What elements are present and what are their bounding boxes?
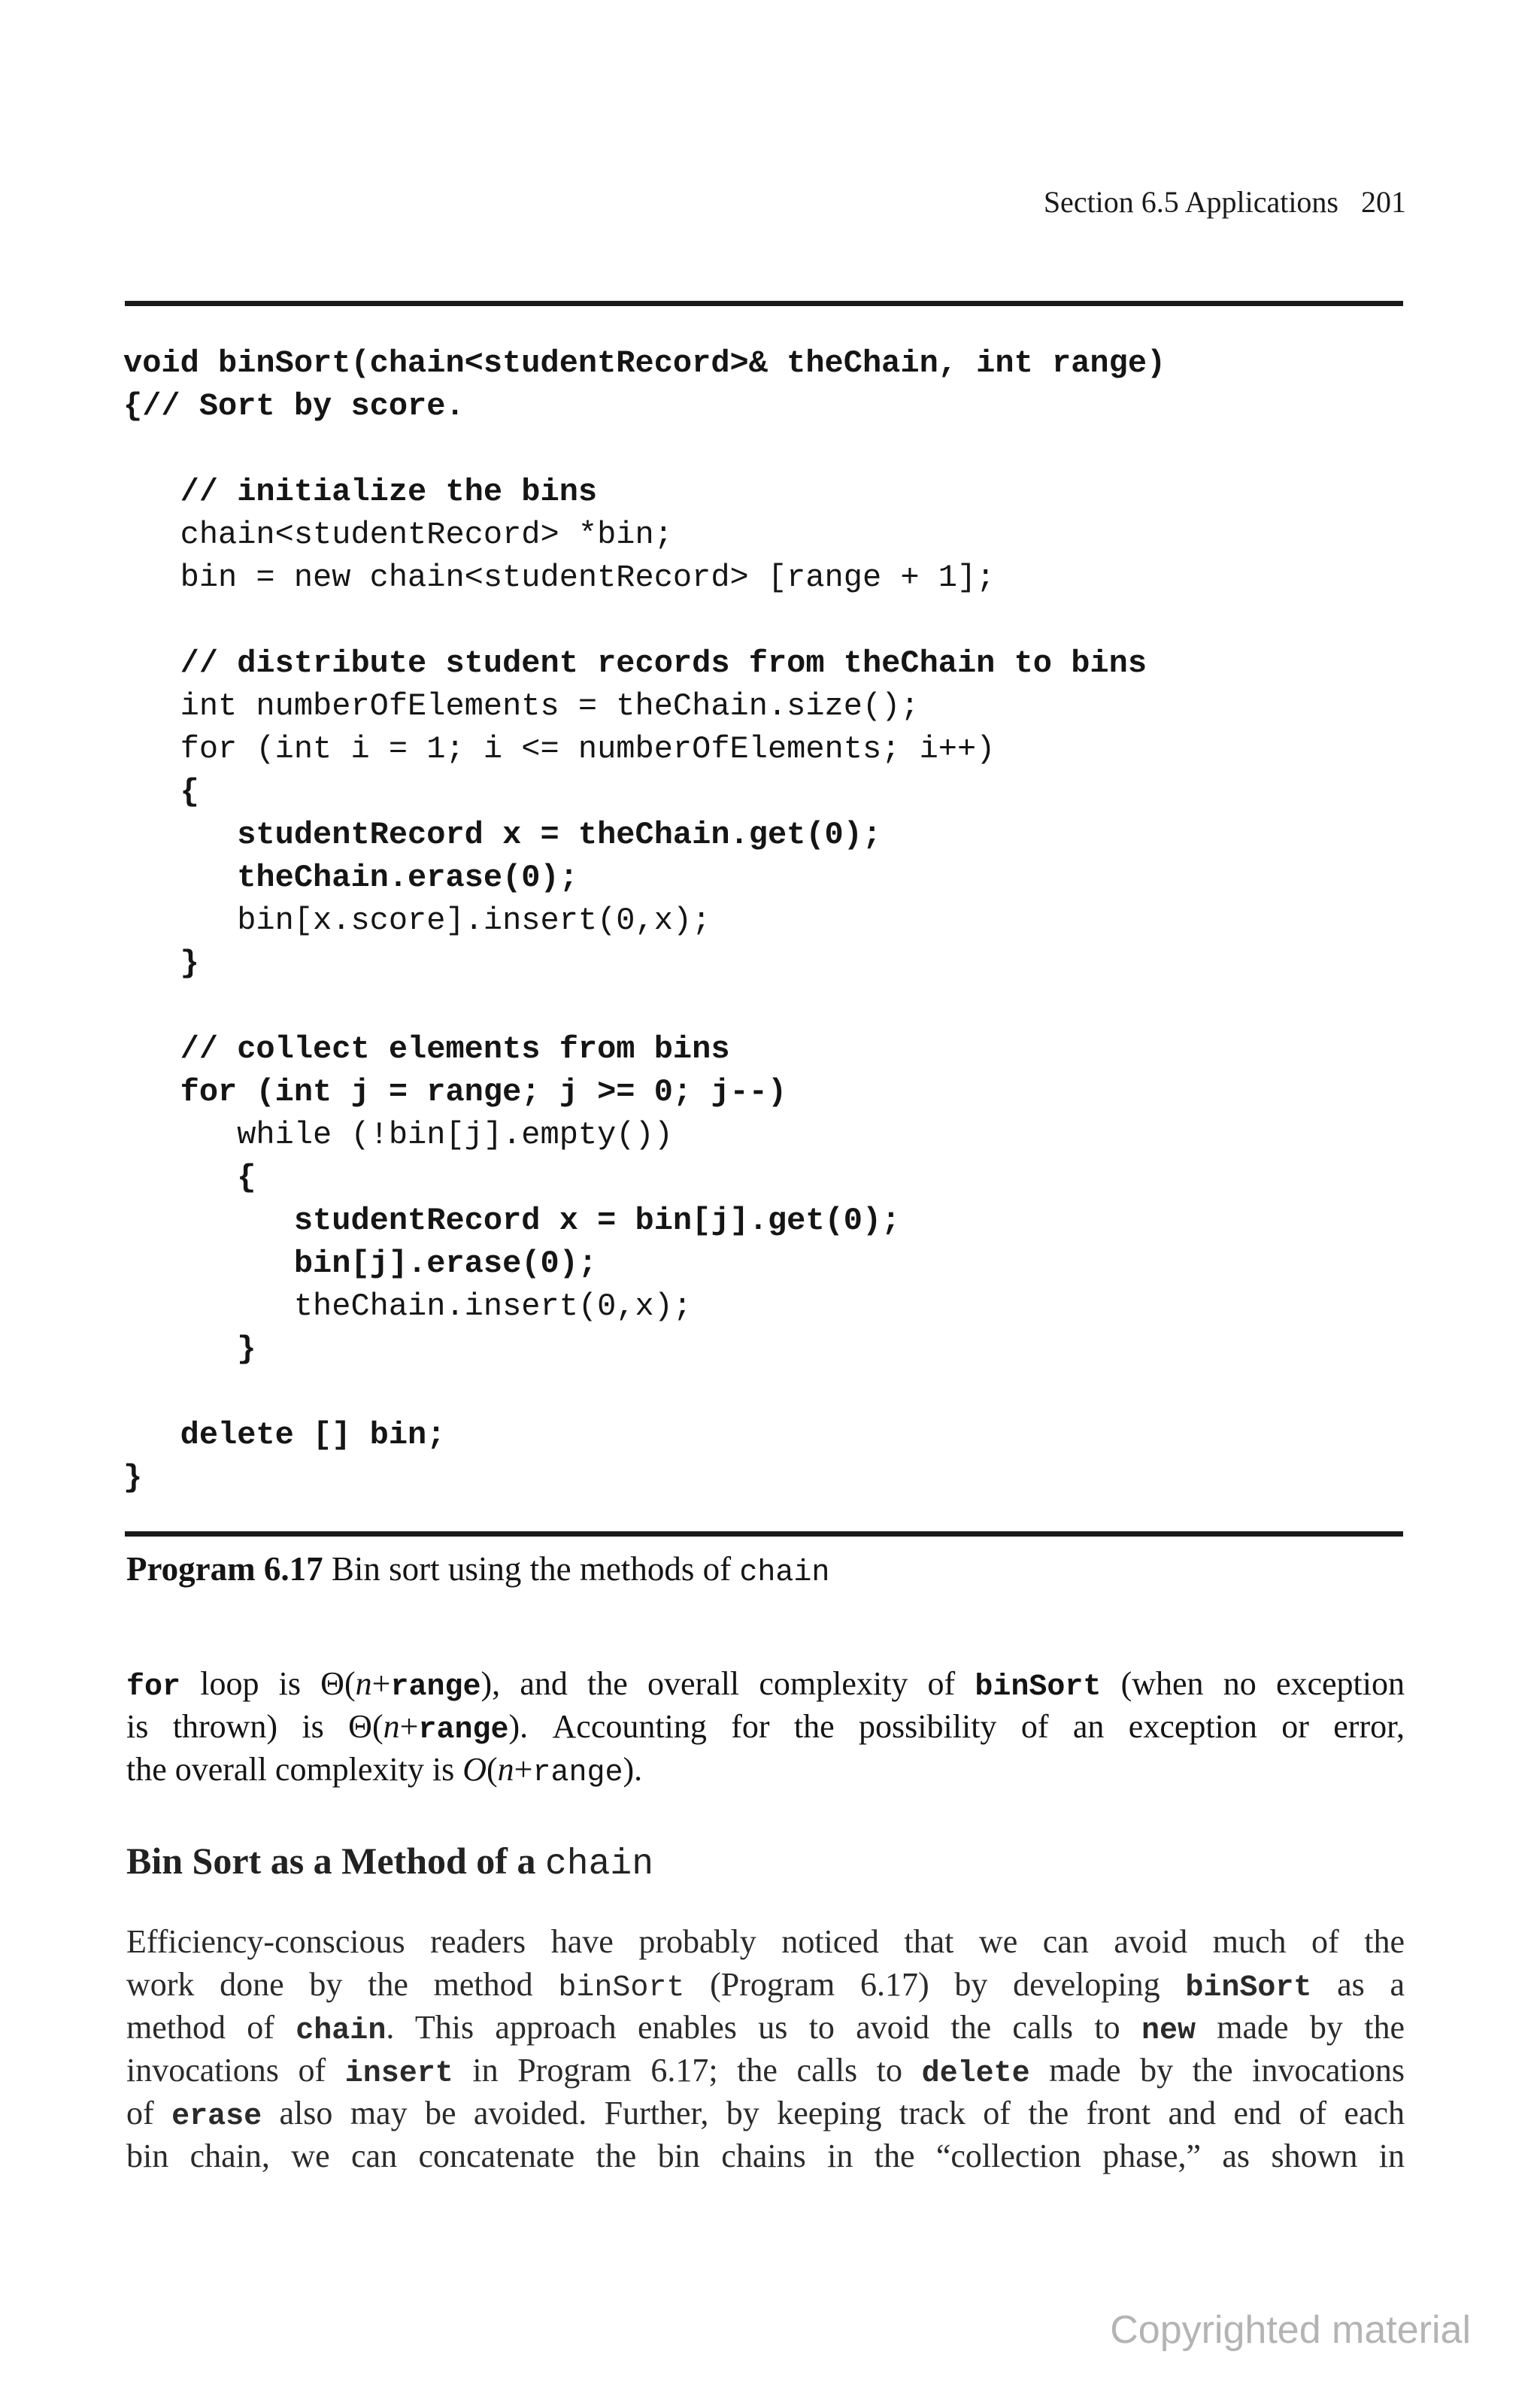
paragraph-line (126, 1705, 1405, 1748)
text-run: n (497, 1751, 514, 1788)
copyright-watermark: Copyrighted material (1110, 2308, 1471, 2352)
code-line: bin = new chain<studentRecord> [range + 1]; (123, 560, 996, 596)
text-run: n (355, 1665, 372, 1702)
text-run: chain (296, 2014, 387, 2048)
running-header (1044, 184, 1406, 220)
caption-text: Bin sort using the methods of (323, 1550, 740, 1588)
text-run: (when no exception (1101, 1665, 1405, 1702)
text-run: . This approach enables us to avoid the calls to (386, 2009, 1141, 2046)
text-run: also may be avoided. Further, by keeping track of the front and end of each (262, 2095, 1405, 2131)
caption-code: chain (739, 1556, 830, 1590)
code-line: studentRecord x = bin[j].get(0); (123, 1203, 901, 1239)
method-paragraph (126, 1920, 1405, 2177)
code-line: } (123, 945, 199, 982)
paragraph-line (126, 2006, 1405, 2049)
text-run: for (126, 1670, 181, 1704)
section-heading (126, 1839, 653, 1885)
text-run: delete (921, 2057, 1030, 2091)
program-top-rule (125, 301, 1403, 306)
code-line (123, 1371, 1402, 1414)
text-run: of (126, 2095, 172, 2131)
code-line: theChain.erase(0); (123, 860, 578, 896)
page-number: 201 (1361, 185, 1406, 219)
caption-label: Program 6.17 (126, 1550, 323, 1588)
text-run: invocations of (126, 2052, 345, 2089)
section-heading-code: chain (544, 1844, 653, 1885)
code-line: {// Sort by score. (123, 388, 465, 424)
text-run: binSort (1185, 1971, 1312, 2005)
code-line: for (int j = range; j >= 0; j--) (123, 1074, 787, 1110)
code-line: while (!bin[j].empty()) (123, 1117, 673, 1153)
program-caption (126, 1549, 829, 1590)
code-line (123, 985, 1402, 1028)
code-line: theChain.insert(0,x); (123, 1288, 693, 1324)
code-line: { (123, 1160, 256, 1196)
text-run: ), and the overall complexity of (480, 1665, 975, 1702)
code-line (123, 599, 1402, 642)
code-line: studentRecord x = theChain.get(0); (123, 817, 882, 853)
text-run: Efficiency-conscious readers have probably noticed that we can avoid much of the (126, 1923, 1405, 1960)
code-line: { (123, 774, 199, 810)
code-line: delete [] bin; (123, 1417, 446, 1453)
text-run: method of (126, 2009, 296, 2046)
text-run: range (390, 1670, 481, 1704)
text-run: range (418, 1713, 509, 1747)
code-line: bin[x.score].insert(0,x); (123, 903, 711, 939)
text-run: ). (623, 1751, 643, 1788)
code-line: void binSort(chain<studentRecord>& theChain, int range) (123, 345, 1166, 381)
text-run: is thrown) is Θ( (126, 1708, 383, 1745)
code-line: // collect elements from bins (123, 1031, 730, 1067)
paragraph-line (126, 2134, 1405, 2177)
paragraph-line (126, 1748, 1405, 1791)
paragraph-line (126, 2092, 1405, 2134)
text-run: bin chain, we can concatenate the bin chains in the “collection phase,” as shown in (126, 2138, 1405, 2174)
text-run: insert (344, 2057, 453, 2091)
complexity-paragraph (126, 1662, 1405, 1791)
paragraph-line (126, 2049, 1405, 2092)
paragraph-line (126, 1920, 1405, 1963)
text-run: binSort (975, 1670, 1102, 1704)
text-run: + (514, 1751, 533, 1788)
code-line: } (123, 1331, 256, 1367)
code-line: bin[j].erase(0); (123, 1245, 598, 1282)
text-run: loop is Θ( (180, 1665, 356, 1702)
text-run: in Program 6.17; the calls to (453, 2052, 922, 2089)
program-code-listing (123, 342, 1402, 1500)
text-run: + (399, 1708, 419, 1745)
text-run: binSort (558, 1971, 685, 2005)
section-title: Section 6.5 Applications (1043, 185, 1338, 219)
text-run: ( (487, 1751, 498, 1788)
text-run: erase (171, 2100, 262, 2134)
code-line: // initialize the bins (123, 474, 598, 510)
text-run: ). Accounting for the possibility of an exception or error, (508, 1708, 1405, 1745)
paragraph-line (126, 1963, 1405, 2006)
paragraph-line (126, 1662, 1405, 1705)
text-run: range (532, 1756, 623, 1790)
code-line (123, 428, 1402, 471)
program-bottom-rule (125, 1531, 1403, 1537)
code-line: for (int i = 1; i <= numberOfElements; i++) (123, 731, 996, 767)
text-run: as a (1311, 1966, 1405, 2003)
text-run: made by the (1195, 2009, 1405, 2046)
code-line: chain<studentRecord> *bin; (123, 517, 673, 553)
text-run: work done by the method (126, 1966, 559, 2003)
code-line: } (123, 1460, 143, 1496)
text-run: made by the invocations (1029, 2052, 1405, 2089)
text-run: the overall complexity is (126, 1751, 463, 1788)
text-run: new (1141, 2014, 1196, 2048)
text-run: + (371, 1665, 391, 1702)
text-run: O (462, 1751, 487, 1788)
text-run: n (383, 1708, 400, 1745)
text-run: (Program 6.17) by developing (684, 1966, 1186, 2003)
code-line: // distribute student records from theChain to bins (123, 645, 1147, 681)
code-line: int numberOfElements = theChain.size(); (123, 688, 920, 724)
section-heading-text: Bin Sort as a Method of a (126, 1840, 545, 1882)
